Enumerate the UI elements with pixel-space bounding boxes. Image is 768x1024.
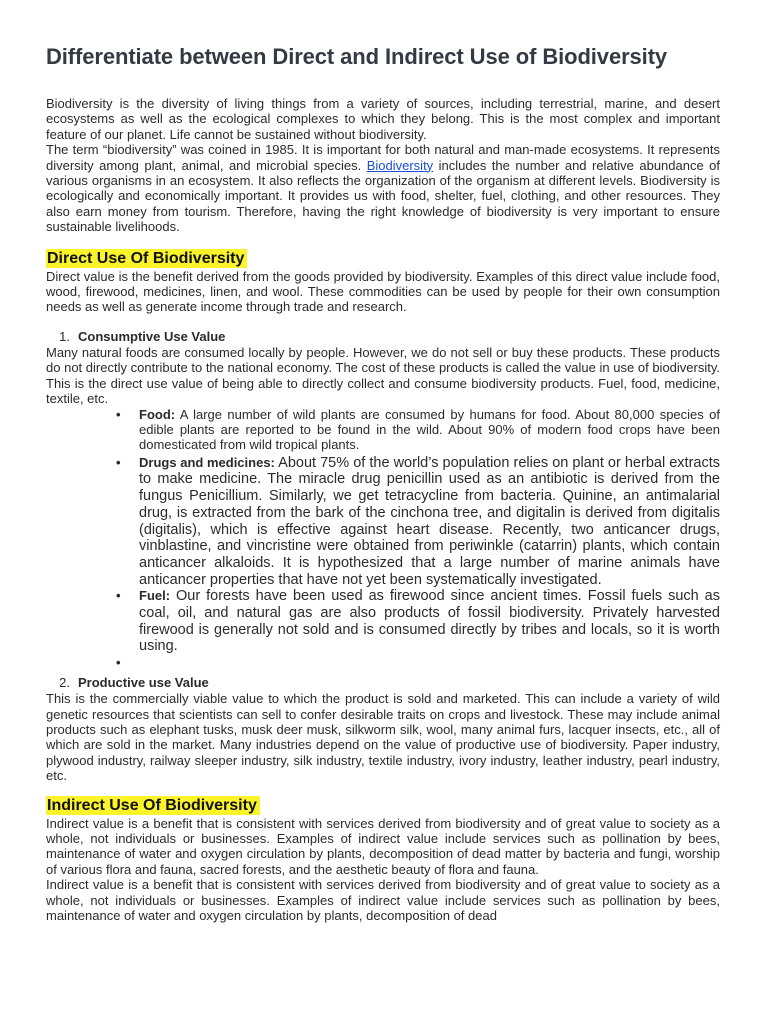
indirect-paragraph-1: Indirect value is a benefit that is consistent with services derived from biodiversity and of great value to society as a whole, not individuals or businesses. Examples of indirect value include services such as pollination by bees, maintenance of water and oxygen circulation by plants, decomposition of dead matter by bacteria and fungi, worship of various flora and fauna, sacred forests, and the aesthetic beauty of flora and fauna. <box>46 815 720 877</box>
productive-paragraph: This is the commercially viable value to which the product is sold and marketed. This can include a variety of wild genetic resources that scientists can sell to confer desirable traits on crops and livestock. These may include animal products such as elephant tusks, musk deer musk, silkworm silk, wool, many animal furs, lacquer insects, etc., all of which are sold in the market. Many industries depend on the value of productive use of biodiversity. Paper industry, plywood industry, railway sleeper industry, silk industry, textile industry, ivory industry, leather industry, pearl industry, etc. <box>46 691 720 784</box>
consumptive-paragraph: Many natural foods are consumed locally by people. However, we do not sell or buy these products. These products do not directly contribute to the national economy. The cost of these products is called the value in use of biodiversity. This is the direct use value of being able to directly collect and consume biodiversity products. Fuel, food, medicine, textile, etc. <box>46 344 720 407</box>
bullet-fuel <box>116 588 720 655</box>
bullet-fuel-label: Fuel: <box>139 588 171 604</box>
intro-section <box>46 96 720 235</box>
bullet-fuel-text: Our forests have been used as firewood since ancient times. Fossil fuels such as coal, oil, and natural gas are also products of fossil biodiversity. Privately harvested firewood is generally not sold and is consumed directly by tribes and locals, so it is worth using. <box>139 588 720 655</box>
list-number-2: 2. <box>59 675 70 691</box>
biodiversity-link[interactable]: Biodiversity <box>366 157 434 173</box>
bullet-icon: • <box>116 588 121 604</box>
consumptive-heading <box>46 329 720 345</box>
bullet-drugs <box>116 455 720 589</box>
consumptive-bullet-list <box>116 407 720 672</box>
bullet-food <box>116 407 720 453</box>
productive-label: Productive use Value <box>78 675 209 691</box>
bullet-drugs-label: Drugs and medicines: <box>139 454 275 470</box>
indirect-use-heading: Indirect Use Of Biodiversity <box>46 796 260 815</box>
direct-lead-paragraph: Direct value is the benefit derived from the goods provided by biodiversity. Examples of this direct value include food, wood, firewood, medicines, linen, and wool. These commodities can be used by people for their own consumption needs as well as generate income through trade and research. <box>46 268 720 315</box>
bullet-drugs-text: About 75% of the world’s population relies on plant or herbal extracts to make medicine. The miracle drug penicillin used as an antibiotic is derived from the fungus Penicillium. Similarly, we get tetracycline from bacteria. Quinine, an antimalarial drug, is extracted from the bark of the cinchona tree, and digitalin is derived from digitalis (digitalis), which is effective against heart disease. Recently, two anticancer drugs, vinblastine, and vincristine were obtained from periwinkle (catarrin) plants, which contain anticancer alkaloids. It is hypothesized that a large number of marine animals have anticancer properties that have not yet been systematically investigated. <box>139 454 721 588</box>
intro-paragraph-1: Biodiversity is the diversity of living things from a variety of sources, including terrestrial, marine, and desert ecosystems as well as the ecological complexes to which they belong. This is the most complex and important feature of our planet. Life cannot be sustained without biodiversity. <box>46 96 720 142</box>
bullet-icon: • <box>116 655 121 671</box>
direct-use-heading: Direct Use Of Biodiversity <box>46 249 247 268</box>
productive-heading <box>46 675 720 691</box>
bullet-icon: • <box>116 406 121 422</box>
direct-heading-wrap <box>46 249 720 269</box>
bullet-icon: • <box>116 454 121 470</box>
indirect-paragraph-2: Indirect value is a benefit that is consistent with services derived from biodiversity and of great value to society as a whole, not individuals or businesses. Examples of indirect value include services such as pollination by bees, maintenance of water and oxygen circulation by plants, decomposition of dead <box>46 877 720 924</box>
intro-text-a: The term “biodiversity” was coined in 1985. It is important for both natural and man-made ecosystems. It represents diversity among plant, animal, and microbial species. <box>46 142 720 173</box>
bullet-food-text: A large number of wild plants are consumed by humans for food. About 80,000 species of edible plants are reported to be found in the wild. About 90% of modern food crops have been domesticated from wild tropical plants. <box>139 406 720 453</box>
bullet-food-label: Food: <box>139 406 176 422</box>
consumptive-label: Consumptive Use Value <box>78 328 226 344</box>
indirect-heading-wrap <box>46 796 720 816</box>
intro-paragraph-2 <box>46 142 720 234</box>
page-title: Differentiate between Direct and Indirect Use of Biodiversity <box>46 44 668 69</box>
bullet-empty <box>116 655 720 671</box>
list-number-1: 1. <box>59 328 70 344</box>
intro-text-b: includes the number and relative abundance of various organisms in an ecosystem. It also reflects the organization of the organism at different levels. Biodiversity is ecologically and economically important. It provides us with food, shelter, fuel, clothing, and other resources. They also earn money from tourism. Therefore, having the right knowledge of biodiversity is very important to ensure sustainable livelihoods. <box>46 157 720 235</box>
